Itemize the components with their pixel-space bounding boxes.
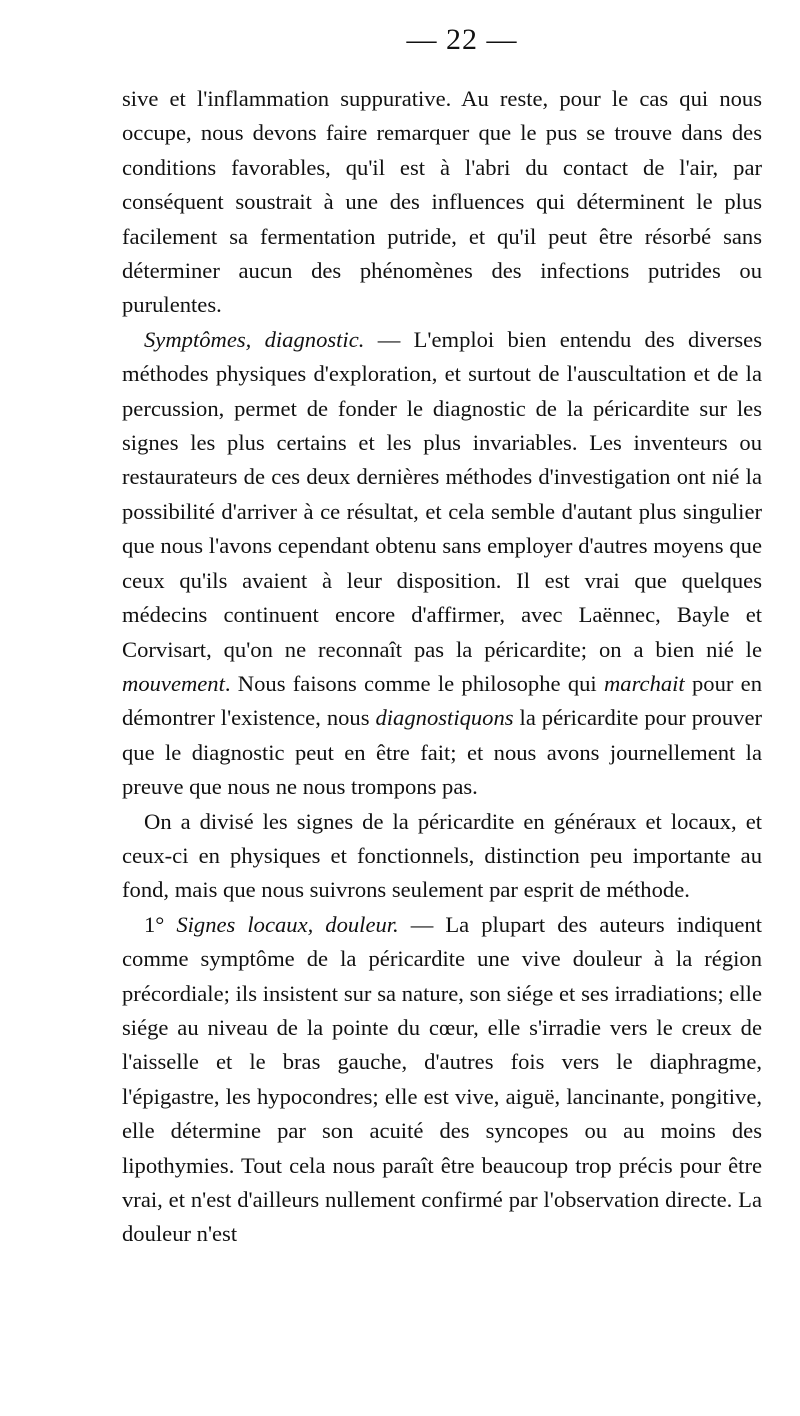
text-run: — La plupart des auteurs indiquent comme symptôme de la péricardite une vive douleur à la région précordiale; ils insistent sur sa nature, son siége et ses irradiations; elle siége au niveau de la pointe du cœur, elle s'irradie vers le creux de l'aisselle et le bras gauche, d'autres fois vers le diaphragme, l'épigastre, les hypocondres; elle est vive, aiguë, lancinante, pongitive, elle détermine par son acuité des syncopes ou au moins des lipothymies. Tout cela nous paraît être beaucoup trop précis pour être vrai, et n'est d'ailleurs nullement confirmé par l'observation directe. La douleur n'est	[122, 911, 762, 1247]
text-run: On a divisé les signes de la péricardite en généraux et locaux, et ceux-ci en physiques et fonctionnels, distinction peu importante au fond, mais que nous suivrons seulement par esprit de méthode.	[122, 808, 762, 903]
paragraph	[122, 82, 762, 323]
text-run: . Nous faisons comme le philosophe qui	[224, 670, 604, 696]
italic-text: mouvement	[122, 670, 225, 696]
italic-text: Symptômes, diagnostic.	[144, 326, 365, 352]
page-number: — 22 —	[406, 23, 518, 56]
paragraph	[122, 323, 762, 805]
text-run: la péricardite pour prouver que le diagnostic peut en être fait; et nous avons journellement la preuve que nous ne nous trompons pas.	[122, 705, 763, 800]
body-text	[122, 82, 762, 1252]
text-run: — L'emploi bien entendu des diverses méthodes physiques d'exploration, et surtout de l'auscultation et de la percussion, permet de fonder le diagnostic de la péricardite sur les signes les plus certains et les plus invariables. Les inventeurs ou restaurateurs de ces deux dernières méthodes d'investigation ont nié la possibilité d'arriver à ce résultat, et cela semble d'autant plus singulier que nous l'avons cependant obtenu sans employer d'autres moyens que ceux qu'ils avaient à leur disposition. Il est vrai que quelques médecins continuent encore d'affirmer, avec Laënnec, Bayle et Corvisart, qu'on ne reconnaît pas la péricardite; on a bien nié le	[122, 326, 762, 662]
paragraph	[122, 805, 762, 908]
italic-text: marchait	[603, 670, 685, 696]
italic-text: diagnostiquons	[375, 705, 514, 731]
text-run: 1°	[144, 911, 177, 937]
text-run: sive et l'inflammation suppurative. Au reste, pour le cas qui nous occupe, nous devons faire remarquer que le pus se trouve dans des conditions favorables, qu'il est à l'abri du contact de l'air, par conséquent soustrait à une des influences qui déterminent le plus facilement sa fermentation putride, et qu'il peut être résorbé sans déterminer aucun des phénomènes des infections putrides ou purulentes.	[122, 86, 762, 318]
paragraph	[122, 908, 762, 1252]
text-run: pour en démontrer l'existence, nous	[122, 670, 762, 731]
italic-text: Signes locaux, douleur.	[176, 911, 399, 937]
